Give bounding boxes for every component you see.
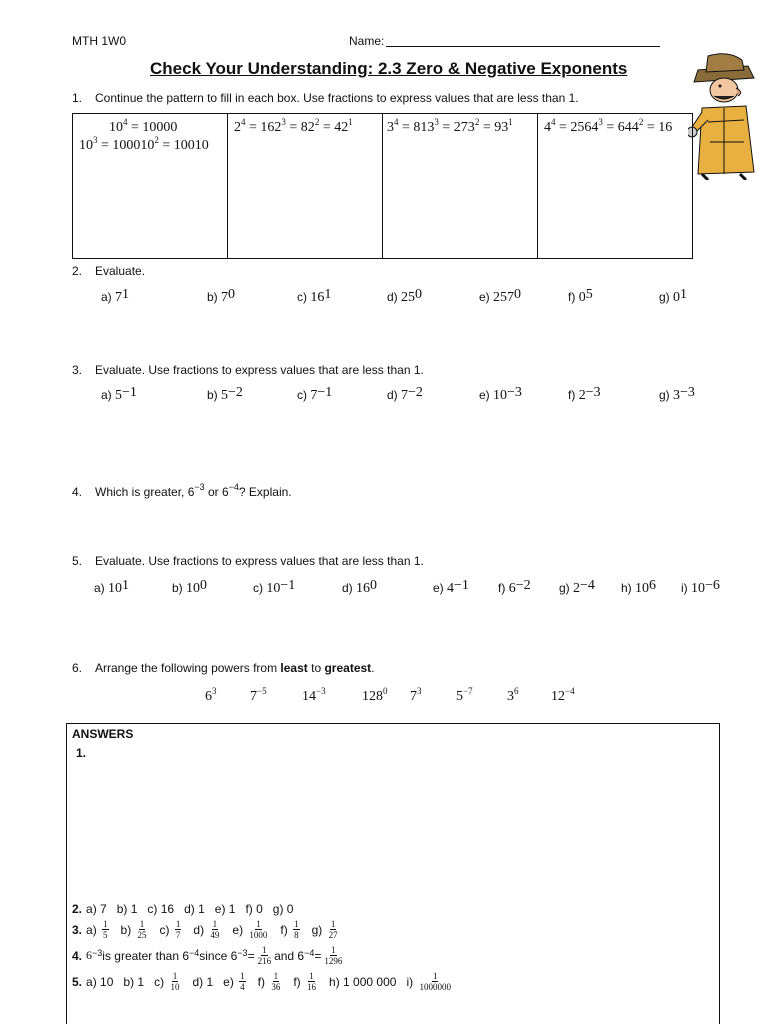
q3-item-base: 3 [673, 388, 681, 403]
q3-item-exp: −2 [228, 385, 243, 400]
answer-2-item: f) 0 [245, 902, 263, 916]
q2-item-7 [659, 287, 688, 306]
answer-5-item-fraction [418, 971, 452, 992]
answer-4-exp2: −4 [189, 947, 200, 958]
q6-least: least [280, 661, 308, 675]
answer-3-frac-num: 1 [330, 919, 336, 929]
answer-3-item [86, 919, 111, 940]
answer-3-item-fraction [328, 919, 339, 940]
q2-item-exp: 1 [324, 287, 332, 302]
answer-5-frac-den: 36 [271, 982, 281, 992]
q3-item-1 [101, 385, 137, 404]
q3-item-base: 2 [578, 388, 586, 403]
answer-3-item-fraction [102, 919, 109, 940]
q2-item-6 [568, 287, 593, 306]
q1-number: 1. [72, 91, 83, 105]
q3-item-4 [387, 385, 423, 404]
q3-item-exp: −2 [408, 385, 423, 400]
name-label: Name: [349, 34, 385, 48]
q6-power-exp: 3 [417, 686, 422, 696]
answer-3-item-label: f) [280, 922, 288, 937]
answer-3-item-label: a) [86, 922, 97, 937]
q5-item-3 [253, 578, 296, 597]
answer-4-t2: since 6 [199, 948, 238, 963]
answer-2-items [86, 902, 303, 916]
q6-power-exp: −3 [316, 686, 326, 696]
answer-5-item-value: 10 [100, 974, 114, 989]
answer-3-item-label: g) [311, 922, 323, 937]
answer-1-label: 1. [76, 746, 87, 760]
answer-5-item [293, 971, 319, 992]
q3-item-base: 7 [401, 388, 409, 403]
q3-item-label: c) [297, 388, 307, 402]
q5-item-label: i) [681, 581, 688, 595]
answer-2-item: a) 7 [86, 902, 107, 916]
answer-4-frac2-num: 1 [331, 945, 336, 955]
answer-5-item-fraction [169, 971, 180, 992]
answer-5-item-label: f) [257, 974, 265, 989]
answer-5-frac-num: 1 [172, 971, 178, 981]
answer-5-item [192, 975, 213, 989]
q3-item-base: 10 [493, 388, 508, 403]
answer-5-item [258, 971, 284, 992]
answer-5-item-value: 1 [206, 974, 214, 989]
q2-item-base: 16 [310, 290, 325, 305]
answer-3-item-label: c) [159, 922, 170, 937]
q6-power-base: 7 [410, 689, 417, 704]
q5-item-label: d) [342, 581, 353, 595]
answer-4-frac1 [257, 945, 273, 966]
answer-3-item-fraction [209, 919, 220, 940]
q3-item-base: 7 [310, 388, 318, 403]
q2-item-label: d) [387, 290, 398, 304]
page-title: Check Your Understanding: 2.3 Zero & Negative Exponents [150, 59, 628, 78]
q6-power-7 [507, 686, 519, 705]
q6-power-6 [456, 686, 473, 705]
answer-4-exp1: −3 [92, 947, 103, 958]
q6-power-4 [362, 686, 388, 705]
answer-3-frac-num: 1 [175, 919, 181, 929]
answer-3-frac-den: 5 [103, 930, 108, 940]
q2-item-base: 7 [115, 290, 123, 305]
answer-5-label: 5. [72, 974, 83, 989]
pattern-cell-3[interactable] [383, 114, 538, 259]
pattern-cell-1[interactable] [73, 114, 228, 259]
q5-item-label: h) [621, 581, 632, 595]
detective-clipart-icon [688, 52, 766, 180]
q5-item-9 [681, 578, 720, 597]
q5-item-base: 4 [447, 581, 455, 596]
q3-number: 3. [72, 363, 83, 377]
answer-5-item-label: f) [293, 974, 301, 989]
q6-text [95, 661, 375, 675]
q2-item-base: 0 [578, 290, 586, 305]
answer-5-item-fraction [306, 971, 317, 992]
q5-item-base: 10 [108, 581, 123, 596]
answer-4-exp4: −4 [304, 947, 315, 958]
answer-3-item-fraction [293, 919, 300, 940]
answer-3-frac-den: 1000 [249, 930, 268, 940]
q5-item-label: c) [253, 581, 263, 595]
q2-text: Evaluate. [95, 264, 146, 278]
q5-text: Evaluate. Use fractions to express values that are less than 1. [95, 554, 424, 568]
q3-item-label: g) [659, 388, 670, 402]
answer-3-label: 3. [72, 922, 83, 937]
q3-item-exp: −3 [680, 385, 695, 400]
q5-item-5 [433, 578, 469, 597]
q5-item-4 [342, 578, 378, 597]
answer-5-item-label: e) [223, 974, 234, 989]
answer-5-frac-num: 1 [309, 971, 314, 981]
q2-item-exp: 0 [228, 287, 236, 302]
answer-5-items [86, 971, 464, 992]
q5-item-exp: −4 [580, 578, 595, 593]
q2-item-exp: 5 [585, 287, 593, 302]
q4-text-c: ? Explain. [238, 485, 292, 499]
answer-2-item: e) 1 [214, 902, 236, 916]
answer-5-frac-num: 1 [273, 971, 279, 981]
q4-exp-b: −4 [228, 482, 239, 492]
q6-power-base: 7 [250, 689, 257, 704]
answer-3-frac-den: 27 [328, 930, 338, 940]
answer-3-frac-den: 49 [210, 930, 220, 940]
answer-5-item [154, 971, 182, 992]
q6-power-1 [205, 686, 217, 705]
answer-5-item-label: a) [86, 974, 97, 989]
q5-item-exp: 0 [370, 578, 378, 593]
pattern-cell-1-line1: $10^4 = 10000$ [109, 117, 178, 135]
q2-item-4 [387, 287, 423, 306]
q6-power-exp: 0 [383, 686, 388, 696]
answer-5 [72, 971, 464, 992]
answer-5-item-label: c) [154, 974, 165, 989]
q6-power-base: 12 [551, 689, 565, 704]
answer-5-item [406, 971, 454, 992]
pattern-cell-4[interactable] [538, 114, 693, 259]
answer-5-item [223, 971, 248, 992]
q3-item-label: b) [207, 388, 218, 402]
q5-item-2 [172, 578, 208, 597]
q2-item-3 [297, 287, 332, 306]
answer-4-t3: = [247, 948, 255, 963]
q6-power-base: 128 [362, 689, 383, 704]
q5-item-base: 2 [573, 581, 581, 596]
q3-text: Evaluate. Use fractions to express values that are less than 1. [95, 363, 424, 377]
answer-3-item [232, 919, 270, 940]
answer-5-item-label: h) [329, 974, 340, 989]
pattern-cell-2[interactable] [228, 114, 383, 259]
q2-item-base: 257 [493, 290, 515, 305]
q4-text-b: or 6 [204, 485, 229, 499]
q6-power-3 [302, 686, 326, 705]
answer-5-item-fraction [270, 971, 281, 992]
answer-4-t4: and 6 [274, 948, 305, 963]
answer-5-frac-den: 16 [307, 982, 317, 992]
answer-4 [72, 945, 345, 966]
q5-item-base: 16 [356, 581, 371, 596]
q5-item-base: 10 [186, 581, 201, 596]
name-field-line[interactable] [386, 46, 660, 47]
q5-item-exp: −2 [515, 578, 531, 593]
q3-item-base: 5 [221, 388, 229, 403]
q2-item-base: 7 [221, 290, 229, 305]
answer-4-t5: = [314, 948, 322, 963]
q3-item-exp: −3 [507, 385, 522, 400]
q2-item-2 [207, 287, 236, 306]
q6-power-base: 5 [456, 689, 463, 704]
q6-power-base: 3 [507, 689, 514, 704]
q3-item-label: d) [387, 388, 398, 402]
q3-item-exp: −1 [317, 385, 333, 400]
answer-5-item-value: 1 [137, 974, 145, 989]
q5-item-base: 10 [635, 581, 650, 596]
q5-number: 5. [72, 554, 83, 568]
q6-power-base: 6 [205, 689, 212, 704]
q5-item-base: 10 [266, 581, 281, 596]
answer-4-frac1-num: 1 [262, 945, 267, 955]
q6-power-exp: −4 [565, 686, 575, 696]
q4-exp-a: −3 [194, 482, 205, 492]
answer-3-frac-num: 1 [103, 919, 108, 929]
q6-text-c: . [371, 661, 375, 675]
answer-3-frac-den: 7 [175, 930, 181, 940]
answer-4-frac2-den: 1296 [324, 956, 343, 966]
q3-item-exp: −3 [585, 385, 601, 400]
answer-2-item: g) 0 [272, 902, 294, 916]
q3-item-7 [659, 385, 695, 404]
answer-3-item-label: e) [232, 922, 244, 937]
q6-power-5 [410, 686, 422, 705]
answer-5-item-label: b) [123, 974, 135, 989]
answer-3-frac-den: 25 [137, 930, 147, 940]
q2-item-exp: 0 [514, 287, 522, 302]
answer-3-frac-num: 1 [294, 919, 299, 929]
q3-item-6 [568, 385, 601, 404]
q6-power-exp: 3 [212, 686, 217, 696]
q3-item-2 [207, 385, 243, 404]
answer-3-item [312, 919, 341, 940]
answer-4-exp3: −3 [237, 947, 248, 958]
q5-item-exp: −1 [280, 578, 296, 593]
answer-4-label: 4. [72, 948, 83, 963]
q2-item-label: e) [479, 290, 490, 304]
answer-5-frac-den: 10 [170, 982, 180, 992]
q2-item-1 [101, 287, 130, 306]
q6-power-exp: −7 [463, 686, 473, 696]
q2-item-label: g) [659, 290, 670, 304]
q4-text-a: Which is greater, 6 [95, 485, 195, 499]
answer-3-item [121, 919, 150, 940]
q5-item-label: e) [433, 581, 444, 595]
answer-5-item [86, 975, 113, 989]
q3-item-label: f) [568, 388, 576, 402]
answer-5-item [329, 975, 396, 989]
q4-text [95, 482, 292, 499]
answer-4-t1: is greater than 6 [102, 948, 189, 963]
q5-item-1 [94, 578, 130, 597]
q5-item-label: g) [559, 581, 570, 595]
q5-item-base: 6 [508, 581, 516, 596]
q2-number: 2. [72, 264, 83, 278]
answer-3-items [86, 919, 351, 940]
pattern-cell-3-line1: $3^4 = 813^3 = 273^2 = 93^1$ [387, 117, 513, 135]
answer-3-item-label: b) [120, 922, 132, 937]
q5-item-base: 10 [691, 581, 706, 596]
pattern-table [72, 113, 693, 259]
q5-item-label: a) [94, 581, 105, 595]
q6-power-base: 14 [302, 689, 316, 704]
answer-3-frac-den: 8 [294, 930, 299, 940]
q5-item-exp: −6 [705, 578, 720, 593]
answer-2 [72, 902, 303, 916]
q3-item-3 [297, 385, 333, 404]
q5-item-exp: 1 [122, 578, 130, 593]
q2-item-label: f) [568, 290, 576, 304]
q6-greatest: greatest [324, 661, 372, 675]
answer-5-frac-den: 4 [240, 982, 245, 992]
answer-5-item-value: 1 000 000 [343, 974, 397, 989]
q6-power-exp: 6 [514, 686, 519, 696]
answer-3-item [193, 919, 222, 940]
q6-power-exp: −5 [257, 686, 267, 696]
q3-item-exp: −1 [122, 385, 137, 400]
q2-item-exp: 1 [680, 287, 688, 302]
pattern-cell-1-line2: $10^3 = 100010^2 = 10010$ [79, 135, 209, 153]
q3-item-label: e) [479, 388, 490, 402]
answer-5-frac-num: 1 [432, 971, 438, 981]
answer-2-label: 2. [72, 902, 83, 916]
answer-3-item [280, 919, 301, 940]
q5-item-label: f) [498, 581, 506, 595]
q3-item-5 [479, 385, 522, 404]
answer-5-item-label: i) [406, 974, 414, 989]
q2-item-exp: 0 [415, 287, 423, 302]
q2-item-label: a) [101, 290, 112, 304]
q6-number: 6. [72, 661, 83, 675]
answer-3-item [160, 919, 184, 940]
q2-item-exp: 1 [122, 287, 130, 302]
q5-item-label: b) [172, 581, 183, 595]
answer-4-frac2 [323, 945, 343, 966]
answer-2-item: d) 1 [184, 902, 205, 916]
q2-item-label: b) [207, 290, 218, 304]
answer-2-item: c) 16 [147, 902, 175, 916]
answer-4-base: 6 [86, 948, 93, 962]
answer-5-frac-den: 1000000 [419, 982, 451, 992]
course-code: MTH 1W0 [72, 34, 126, 48]
q2-item-5 [479, 287, 522, 306]
answers-heading: ANSWERS [72, 727, 134, 741]
answer-5-item [123, 975, 144, 989]
q5-item-exp: 6 [649, 578, 657, 593]
q5-item-7 [559, 578, 595, 597]
answer-2-item: b) 1 [116, 902, 138, 916]
q6-text-a: Arrange the following powers from [95, 661, 281, 675]
q1-text: Continue the pattern to fill in each box. Use fractions to express values that are less than 1. [95, 91, 579, 105]
q6-text-b: to [307, 661, 325, 675]
q3-item-base: 5 [115, 388, 123, 403]
pattern-cell-2-line1: $2^4 = 162^3 = 82^2 = 42^1$ [234, 117, 353, 135]
answer-3-item-fraction [137, 919, 148, 940]
q5-item-exp: 0 [200, 578, 208, 593]
q5-item-6 [498, 578, 531, 597]
q3-item-label: a) [101, 388, 112, 402]
answer-3-frac-num: 1 [139, 919, 145, 929]
q2-item-label: c) [297, 290, 307, 304]
q4-number: 4. [72, 485, 83, 499]
q5-item-8 [621, 578, 657, 597]
q2-item-base: 0 [673, 290, 681, 305]
answer-5-frac-num: 1 [240, 971, 245, 981]
q5-item-exp: −1 [454, 578, 469, 593]
answer-3 [72, 919, 351, 940]
q6-power-8 [551, 686, 575, 705]
answer-5-item-fraction [239, 971, 246, 992]
answer-3-frac-num: 1 [256, 919, 261, 929]
answer-3-item-label: d) [193, 922, 205, 937]
answer-4-frac1-den: 216 [257, 956, 272, 966]
q2-item-base: 25 [401, 290, 416, 305]
answer-5-item-label: d) [192, 974, 204, 989]
answer-3-item-fraction [248, 919, 268, 940]
answer-3-frac-num: 1 [212, 919, 218, 929]
answer-3-item-fraction [175, 919, 182, 940]
q6-power-2 [250, 686, 267, 705]
pattern-cell-4-line1: $4^4 = 2564^3 = 644^2 = 16$ [544, 117, 673, 135]
